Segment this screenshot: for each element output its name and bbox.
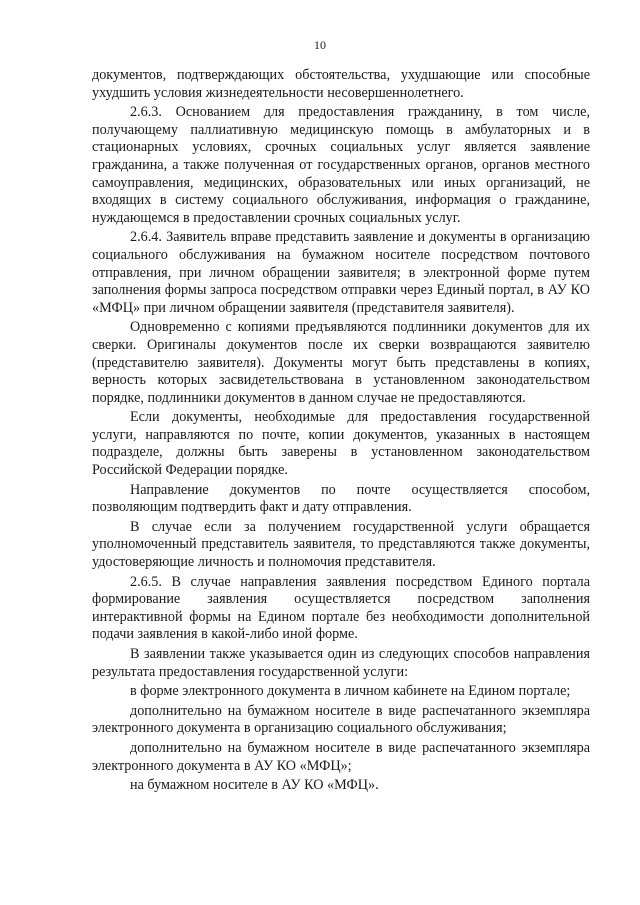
paragraph-originals: Одновременно с копиями предъявляются подлинники документов для их сверки. Оригиналы документов после их сверки возвращаются заявителю (представителю заявителя). Документы могут быть представлены в копиях, верность которых засвидетельствована в установленном законодательством порядке, подлинники документов в данном случае не предоставляются. (92, 319, 590, 406)
page-number: 10 (314, 38, 326, 52)
paragraph-result-methods: В заявлении также указывается один из следующих способов направления результата предоставления государственной услуги: (92, 646, 590, 680)
list-item-electronic: в форме электронного документа в личном кабинете на Едином портале; (130, 683, 571, 700)
list-item-paper-mfc: на бумажном носителе в АУ КО «МФЦ». (130, 777, 379, 794)
list-item-paper-organization: дополнительно на бумажном носителе в виде распечатанного экземпляра электронного документа в организацию социального обслуживания; (92, 702, 590, 737)
paragraph-representative: В случае если за получением государственной услуги обращается уполномоченный представитель заявителя, то представляются также документы, удостоверяющие личность и полномочия представителя. (92, 518, 590, 571)
document-body (92, 67, 590, 797)
paragraph-2-6-5: 2.6.5. В случае направления заявления посредством Единого портала формирование заявления осуществляется посредством заполнения интерактивной формы на Едином портале без необходимости дополнительной подачи заявления в какой-либо иной форме. (92, 573, 590, 643)
list-item-paper-mfc-electronic: дополнительно на бумажном носителе в виде распечатанного экземпляра электронного документа в АУ КО «МФЦ»; (92, 739, 590, 774)
paragraph-2-6-4: 2.6.4. Заявитель вправе представить заявление и документы в организацию социального обслуживания на бумажном носителе посредством почтового отправления, при личном обращении заявителя; в электронной форме путем заполнения формы запроса посредством отправки через Единый портал, в АУ КО «МФЦ» при личном обращении заявителя (представителя заявителя). (92, 229, 590, 316)
paragraph-2-6-3: 2.6.3. Основанием для предоставления гражданину, в том числе, получающему паллиативную медицинскую помощь в амбулаторных и в стационарных условиях, срочных социальных услуг является заявление гражданина, а также полученная от государственных органов, органов местного самоуправления, медицинских, образовательных или иных организаций, не входящих в систему социального обслуживания, информация о гражданине, нуждающемся в предоставлении срочных социальных услуг. (92, 104, 590, 226)
paragraph-continuation: документов, подтверждающих обстоятельства, ухудшающие или способные ухудшить условия жизнедеятельности несовершеннолетнего. (92, 67, 590, 101)
paragraph-mail-method: Направление документов по почте осуществляется способом, позволяющим подтвердить факт и дату отправления. (92, 481, 590, 516)
paragraph-by-mail: Если документы, необходимые для предоставления государственной услуги, направляются по почте, копии документов, указанных в настоящем подразделе, должны быть заверены в установленном законодательством Российской Федерации порядке. (92, 409, 590, 479)
